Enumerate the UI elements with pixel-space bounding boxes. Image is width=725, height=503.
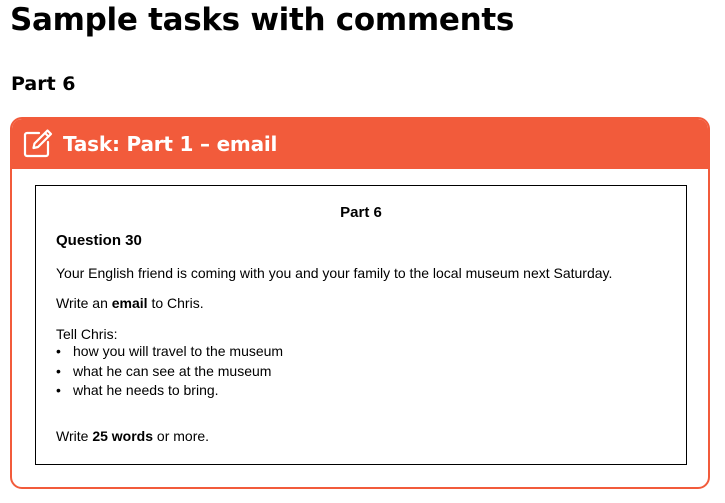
list-item (56, 362, 283, 382)
list-item (56, 381, 283, 401)
word-count-instruction (56, 427, 209, 445)
list-item (56, 342, 283, 362)
page-title: Sample tasks with comments (10, 2, 515, 38)
bullet-list (56, 342, 283, 401)
bullet-glyph: • (56, 382, 61, 398)
length-bold: 25 words (92, 428, 154, 444)
task-card (10, 117, 710, 489)
length-suffix: or more. (153, 428, 210, 444)
bullet-glyph: • (56, 343, 61, 359)
box-part-title: Part 6 (340, 204, 382, 221)
length-prefix: Write (56, 428, 93, 444)
instruction-prefix: Write an (56, 295, 112, 311)
bullet-text: what he needs to bring. (73, 382, 219, 398)
task-header (12, 119, 708, 169)
question-box (35, 185, 687, 465)
instruction-suffix: to Chris. (147, 295, 204, 311)
section-heading: Part 6 (11, 73, 76, 95)
bullet-text: what he can see at the museum (73, 362, 272, 379)
bullet-text: how you will travel to the museum (73, 343, 284, 359)
pencil-edit-icon (22, 127, 54, 159)
task-title: Task: Part 1 – email (63, 132, 278, 156)
task-intro: Your English friend is coming with you and your family to the local museum next Saturday. (56, 265, 613, 281)
bullet-glyph: • (56, 362, 61, 379)
instruction-bold: email (111, 295, 148, 311)
tell-label: Tell Chris: (56, 326, 118, 342)
question-number: Question 30 (56, 232, 142, 249)
task-instruction (56, 294, 204, 312)
